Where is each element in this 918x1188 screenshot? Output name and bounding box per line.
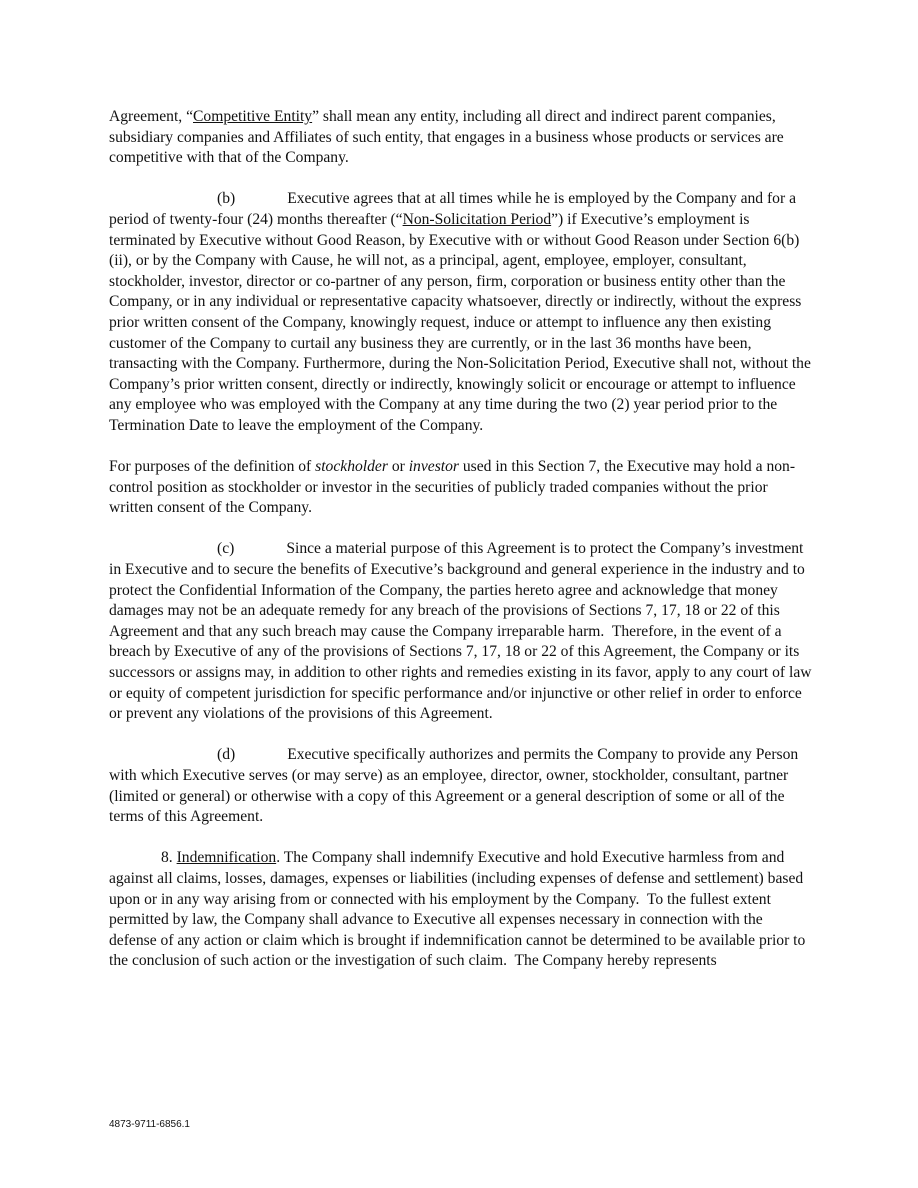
document-footer-id: 4873-9711-6856.1 [109, 1119, 190, 1130]
section-8-indemnification: 8. Indemnification. The Company shall indemnify Executive and hold Executive harmless from and against all claims, losses, damages, expenses or liabilities (including expenses of defense and settlement) based upon or in any way arising from or connected with his employment by the Company. To the fullest extent permitted by law, the Company shall advance to Executive all expenses necessary in connection with the defense of any action or claim which is brought if indemnification cannot be determined to be available prior to the conclusion of such action or the investigation of such claim. The Company hereby represents [109, 849, 806, 970]
paragraph-competitive-entity: Agreement, “Competitive Entity” shall mean any entity, including all direct and indirect parent companies, subsidiary companies and Affiliates of such entity, that engages in a business whose products or services are competitive with that of the Company. [109, 108, 784, 167]
paragraph-stockholder-investor: For purposes of the definition of stockholder or investor used in this Section 7, the Executive may hold a non-control position as stockholder or investor in the securities of publicly traded companies without the prior written consent of the Company. [109, 458, 796, 517]
paragraph-d-disclosure: (d) Executive specifically authorizes and permits the Company to provide any Person with which Executive serves (or may serve) as an employee, director, owner, stockholder, consultant, partner (limited or general) or otherwise with a copy of this Agreement or a general description of some or all of the terms of this Agreement. [109, 746, 799, 826]
clause-label-b: (b) [217, 190, 236, 208]
defined-term-non-solicitation-period: Non-Solicitation Period [402, 210, 552, 228]
clause-label-d: (d) [217, 746, 236, 764]
section-heading-indemnification: Indemnification [176, 849, 277, 867]
clause-label-c: (c) [217, 540, 235, 558]
emphasis-stockholder: stockholder [315, 458, 388, 476]
defined-term-competitive-entity: Competitive Entity [193, 108, 313, 125]
document-page [109, 107, 814, 993]
section-number: 8. [161, 849, 177, 867]
emphasis-investor: investor [408, 458, 459, 476]
paragraph-c-remedies: (c) Since a material purpose of this Agreement is to protect the Company’s investment in Executive and to secure the benefits of Executive’s background and general experience in the industry and to protect the Confidential Information of the Company, the parties hereto agree and acknowledge that money damages may not be an adequate remedy for any breach of the provisions of Sections 7, 17, 18 or 22 of this Agreement and that any such breach may cause the Company irreparable harm. Therefore, in the event of a breach by Executive of any of the provisions of Sections 7, 17, 18 or 22 of this Agreement, the Company or its successors or assigns may, in addition to other rights and remedies existing in its favor, apply to any court of law or equity of competent jurisdiction for specific performance and/or injunctive or other relief in order to enforce or prevent any violations of the provisions of this Agreement. [109, 540, 812, 723]
paragraph-b-non-solicitation: (b) Executive agrees that at all times while he is employed by the Company and for a period of twenty-four (24) months thereafter (“Non-Solicitation Period”) if Executive’s employment is terminated by Executive without Good Reason, by Executive with or without Good Reason under Section 6(b)(ii), or by the Company with Cause, he will not, as a principal, agent, employee, employer, consultant, stockholder, investor, director or co-partner of any person, firm, corporation or business entity other than the Company, or in any individual or representative capacity whatsoever, directly or indirectly, without the express prior written consent of the Company, knowingly request, induce or attempt to influence any then existing customer of the Company to curtail any business they are currently, or in the last 36 months have been, transacting with the Company. Furthermore, during the Non-Solicitation Period, Executive shall not, without the Company’s prior written consent, directly or indirectly, knowingly solicit or encourage or attempt to influence any employee who was employed with the Company at any time during the two (2) year period prior to the Termination Date to leave the employment of the Company. [109, 190, 811, 434]
